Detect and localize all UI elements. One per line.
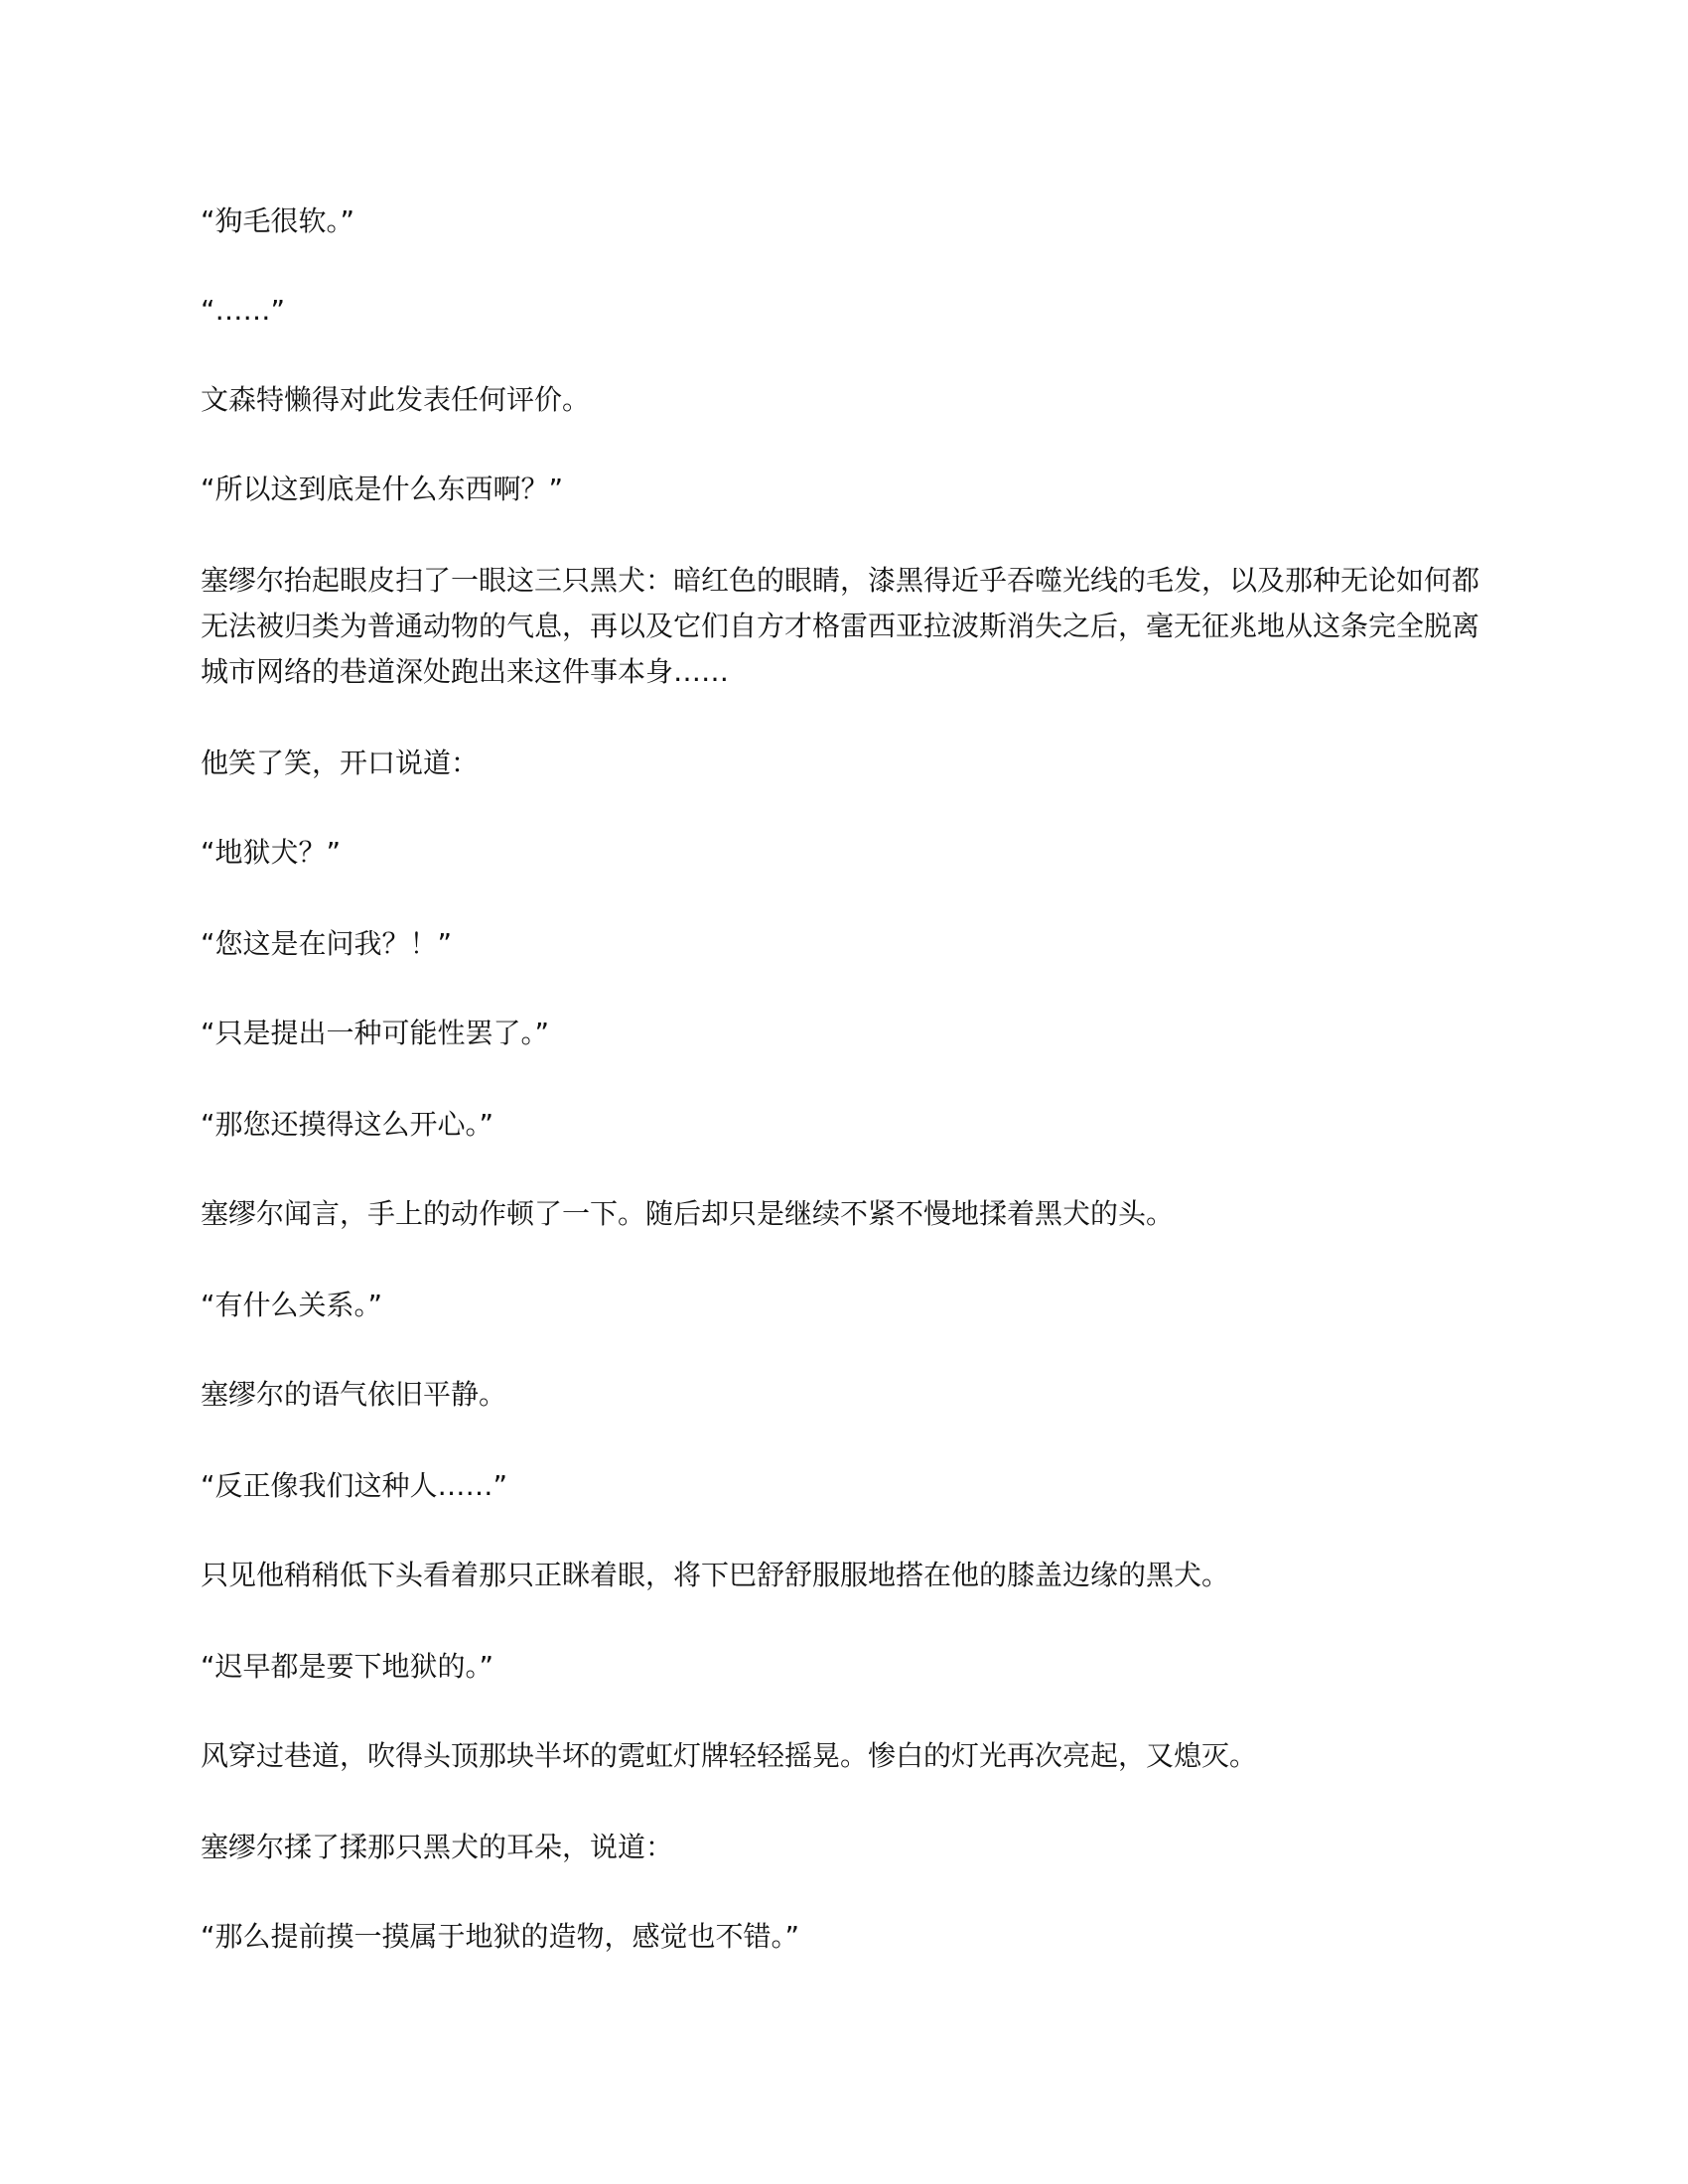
dialogue-line: “反正像我们这种人……” [201, 1469, 508, 1502]
narration-paragraph: 塞缪尔闻言，手上的动作顿了一下。随后却只是继续不紧不慢地揉着黑犬的头。 [201, 1197, 1175, 1230]
dialogue-line: “那么提前摸一摸属于地狱的造物，感觉也不错。” [201, 1920, 800, 1953]
narration-paragraph: 只见他稍稍低下头看着那只正眯着眼，将下巴舒舒服服地搭在他的膝盖边缘的黑犬。 [201, 1559, 1230, 1591]
narration-paragraph: 塞缪尔揉了揉那只黑犬的耳朵，说道： [201, 1831, 674, 1863]
dialogue-line: “……” [201, 294, 286, 327]
dialogue-line: “那您还摸得这么开心。” [201, 1108, 494, 1141]
narration-paragraph: 文森特懒得对此发表任何评价。 [201, 383, 591, 416]
narration-paragraph: 他笑了笑，开口说道： [201, 747, 480, 779]
dialogue-line: “有什么关系。” [201, 1289, 383, 1321]
narration-paragraph: 塞缪尔抬起眼皮扫了一眼这三只黑犬：暗红色的眼睛，漆黑得近乎吞噬光线的毛发，以及那种无论如何都无法被归类为普通动物的气息，再以及它们自方才格雷西亚拉波斯消失之后，毫无征兆地从这条完全脱离城市网络的巷道深处跑出来这件事本身…… [201, 564, 1480, 688]
dialogue-line: “只是提出一种可能性罢了。” [201, 1017, 550, 1049]
dialogue-line: “迟早都是要下地狱的。” [201, 1650, 494, 1683]
narration-paragraph: 风穿过巷道，吹得头顶那块半坏的霓虹灯牌轻轻摇晃。惨白的灯光再次亮起，又熄灭。 [201, 1739, 1258, 1772]
dialogue-line: “您这是在问我？！” [201, 927, 453, 960]
dialogue-line: “所以这到底是什么东西啊？” [201, 473, 564, 505]
dialogue-line: “狗毛很软。” [201, 205, 355, 237]
narration-paragraph: 塞缪尔的语气依旧平静。 [201, 1378, 507, 1411]
dialogue-line: “地狱犬？” [201, 836, 342, 869]
